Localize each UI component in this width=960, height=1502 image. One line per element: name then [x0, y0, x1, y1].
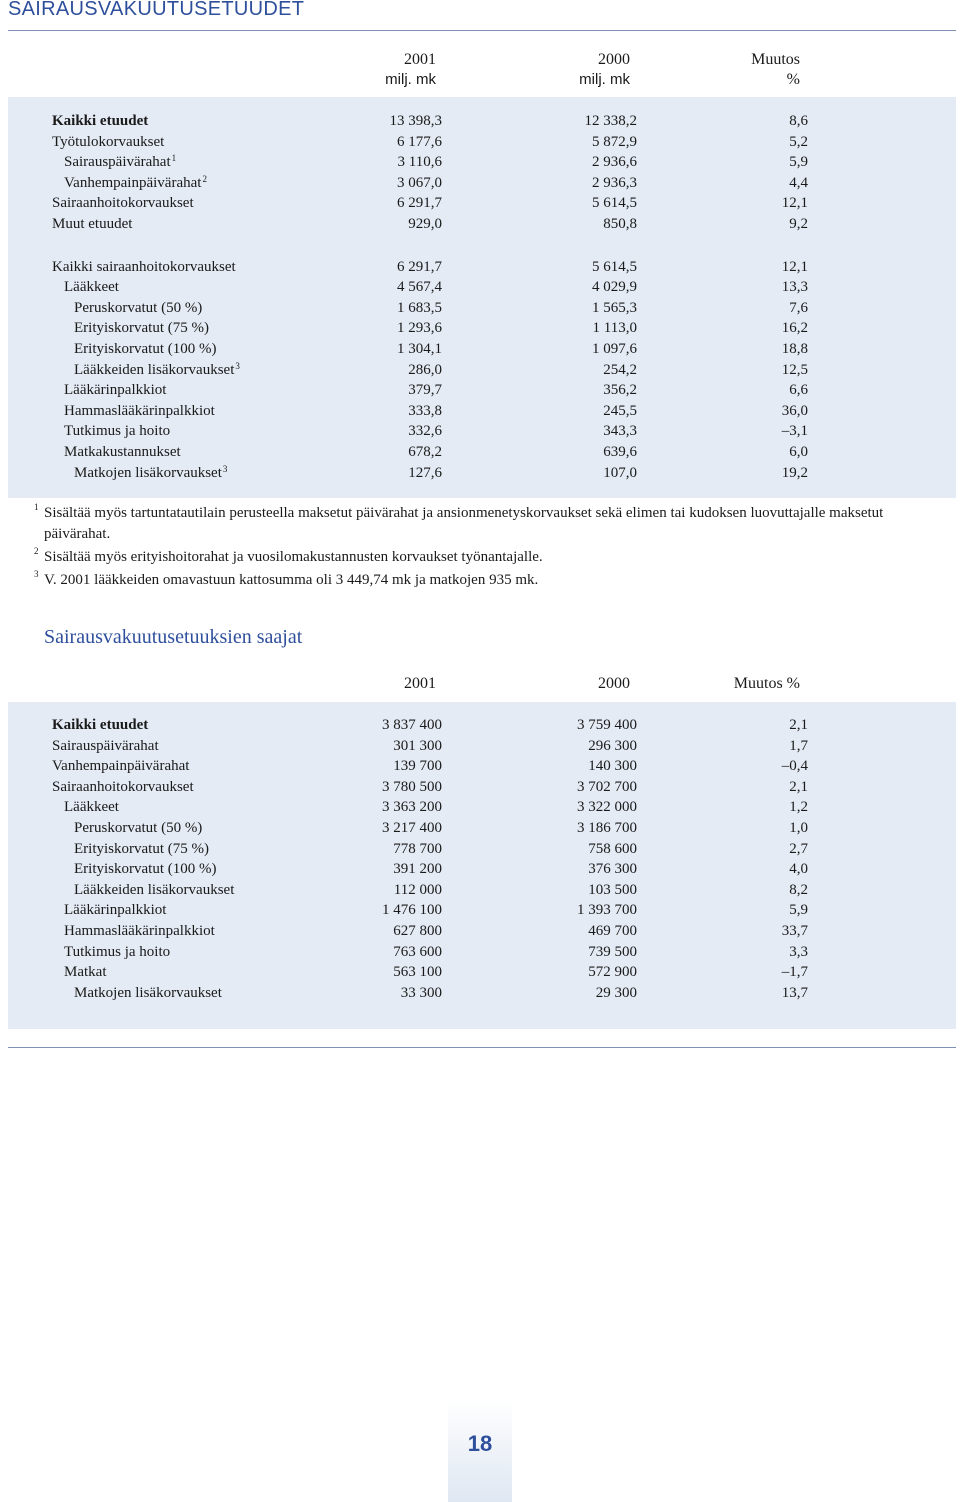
- table-row: [52, 859, 808, 879]
- cell-v3: 12,1: [781, 195, 808, 212]
- cell-v2: 758 600: [588, 840, 637, 857]
- cell-v3: 6,6: [789, 382, 808, 399]
- cell-v2: 2 936,3: [592, 174, 637, 191]
- cell-v2: 469 700: [588, 923, 637, 939]
- row-label: [52, 756, 189, 776]
- cell-v2: 4 029,9: [592, 279, 637, 296]
- cell-v1: 391 200: [393, 861, 442, 878]
- row-label: [74, 839, 209, 859]
- bottom-rule: [8, 1047, 956, 1048]
- table-row: [52, 111, 808, 131]
- cell-v1: 563 100: [393, 964, 442, 981]
- cell-v2: 3 702 700: [577, 778, 637, 795]
- cell-v1: 332,6: [408, 423, 442, 440]
- cell-v1: 3 217 400: [382, 820, 442, 836]
- row-label: [64, 797, 119, 817]
- cell-v1: 379,7: [408, 382, 442, 399]
- row-label-text: Hammaslääkärinpalkkiot: [64, 402, 215, 419]
- cell-v1: 1 683,5: [397, 299, 442, 316]
- row-label: [64, 173, 207, 193]
- table-row: [52, 132, 808, 152]
- cell-v3: 6,0: [789, 444, 808, 460]
- cell-v1: 3 067,0: [397, 174, 442, 191]
- row-label-text: Lääkkeiden lisäkorvaukset: [74, 881, 235, 898]
- cell-v2: 296 300: [588, 737, 637, 754]
- cell-v3: 13,7: [781, 984, 808, 1001]
- t1-col2-year: 2000: [598, 51, 630, 68]
- cell-v2: 29 300: [595, 984, 637, 1001]
- footnote-ref: 1: [171, 153, 177, 164]
- table-row: [52, 818, 808, 838]
- row-label-text: Tutkimus ja hoito: [64, 423, 171, 440]
- row-label-text: Sairaanhoitokorvaukset: [52, 778, 194, 795]
- cell-v3: –0,4: [781, 758, 808, 775]
- row-label: [52, 193, 194, 213]
- cell-v1: 33 300: [400, 984, 442, 1001]
- cell-v3: 2,1: [789, 717, 808, 733]
- footnote-text: V. 2001 lääkkeiden omavastuun kattosumma oli 3 449,74 mk ja matkojen 935 mk.: [44, 572, 539, 588]
- cell-v2: 376 300: [588, 861, 637, 878]
- table-row: [52, 962, 808, 982]
- t1-col2-unit: milj. mk: [579, 71, 630, 88]
- cell-v2: 107,0: [603, 464, 637, 481]
- table2-panel: [8, 702, 956, 1029]
- cell-v1: 3 780 500: [382, 778, 442, 795]
- cell-v3: 12,1: [781, 258, 808, 275]
- row-label: [64, 152, 176, 172]
- row-label: [52, 736, 159, 756]
- table-row: [52, 777, 808, 797]
- table-row: [52, 983, 808, 1003]
- row-label-text: Matkojen lisäkorvaukset: [74, 984, 222, 1001]
- cell-v3: 1,0: [789, 820, 808, 836]
- table-row: [52, 401, 808, 421]
- table-row: [52, 900, 808, 920]
- table-row: [52, 463, 808, 483]
- row-label: [52, 132, 164, 152]
- row-label-text: Hammaslääkärinpalkkiot: [64, 923, 215, 939]
- cell-v2: 739 500: [588, 943, 637, 960]
- cell-v2: 639,6: [603, 444, 637, 460]
- row-label-text: Lääkkeiden lisäkorvaukset: [74, 361, 235, 378]
- row-label-text: Lääkkeet: [64, 279, 119, 296]
- row-label: [64, 442, 181, 462]
- footnotes: [34, 502, 944, 591]
- row-label: [74, 859, 216, 879]
- cell-v2: 5 614,5: [592, 258, 637, 275]
- cell-v3: 7,6: [789, 299, 808, 316]
- cell-v1: 286,0: [408, 361, 442, 378]
- row-label: [74, 318, 209, 338]
- cell-v1: 301 300: [393, 737, 442, 754]
- cell-v3: 9,2: [789, 216, 808, 232]
- row-label: [74, 983, 222, 1003]
- cell-v1: 763 600: [393, 943, 442, 960]
- row-label: [64, 900, 166, 920]
- cell-v3: 18,8: [781, 341, 808, 357]
- cell-v2: 1 393 700: [577, 902, 637, 919]
- row-label-text: Erityiskorvatut (75 %): [74, 320, 209, 337]
- cell-v3: 8,2: [789, 881, 808, 898]
- row-label: [74, 463, 227, 483]
- cell-v3: 1,7: [789, 737, 808, 754]
- row-label: [64, 942, 170, 962]
- table-row: [52, 921, 808, 941]
- title-rule: [8, 30, 956, 31]
- cell-v1: 929,0: [408, 216, 442, 232]
- row-label-text: Vanhempainpäivärahat: [52, 758, 190, 775]
- section-title: Sairausvakuutusetuuksien saajat: [44, 626, 303, 648]
- footnote-ref: 3: [235, 360, 240, 371]
- footnote-1: [34, 502, 944, 545]
- footnote-number: 3: [34, 569, 39, 579]
- row-label: [52, 111, 148, 131]
- cell-v3: 12,5: [781, 361, 808, 378]
- t2-col2-header: 2000: [598, 675, 630, 692]
- cell-v1: 6 177,6: [397, 133, 442, 150]
- cell-v3: 4,0: [789, 861, 808, 878]
- cell-v2: 5 614,5: [592, 195, 637, 212]
- cell-v2: 5 872,9: [592, 133, 637, 150]
- cell-v1: 3 837 400: [382, 717, 442, 733]
- cell-v3: 33,7: [781, 923, 808, 939]
- footnote-2: [34, 546, 944, 568]
- table1-panel: [8, 97, 956, 498]
- cell-v3: 16,2: [781, 320, 808, 337]
- cell-v2: 1 113,0: [592, 320, 637, 337]
- row-label-text: Sairaanhoitokorvaukset: [52, 195, 194, 212]
- cell-v1: 678,2: [408, 444, 442, 460]
- row-label: [52, 214, 132, 234]
- row-label: [64, 921, 215, 941]
- row-label: [74, 360, 240, 380]
- row-label: [74, 880, 234, 900]
- row-label-text: Kaikki etuudet: [52, 113, 149, 129]
- cell-v1: 139 700: [393, 758, 442, 775]
- cell-v1: 13 398,3: [389, 113, 442, 129]
- cell-v3: –3,1: [781, 423, 808, 440]
- footnote-number: 2: [34, 546, 39, 556]
- page-title: SAIRAUSVAKUUTUSETUUDET: [8, 0, 305, 20]
- cell-v2: 3 759 400: [577, 717, 637, 733]
- cell-v2: 1 565,3: [592, 299, 637, 316]
- page-number-box: [448, 1398, 512, 1502]
- table-row: [52, 839, 808, 859]
- cell-v3: 13,3: [781, 279, 808, 296]
- footnote-number: 1: [34, 502, 39, 512]
- cell-v1: 778 700: [393, 840, 442, 857]
- table-row: [52, 380, 808, 400]
- table-row: [52, 360, 808, 380]
- cell-v2: 12 338,2: [584, 113, 637, 129]
- cell-v1: 4 567,4: [397, 279, 442, 296]
- table-row: [52, 736, 808, 756]
- cell-v3: 1,2: [789, 799, 808, 816]
- footnote-ref: 2: [202, 173, 207, 184]
- row-label-text: Työtulokorvaukset: [52, 133, 165, 150]
- table-row: [52, 277, 808, 297]
- footnote-text: Sisältää myös tartuntatautilain perusteella maksetut päivärahat ja ansionmenetyskorvaukset sekä elimen tai kudoksen luovuttajalle maksetut päivärahat.: [44, 505, 884, 542]
- cell-v3: –1,7: [781, 964, 808, 981]
- row-label: [52, 715, 148, 735]
- cell-v3: 2,7: [789, 840, 808, 857]
- table-row: [52, 797, 808, 817]
- cell-v3: 5,2: [789, 133, 808, 150]
- table-row: [52, 715, 808, 735]
- row-label-text: Erityiskorvatut (100 %): [74, 341, 217, 357]
- row-label-text: Vanhempainpäivärahat: [64, 174, 202, 191]
- table-row: [52, 214, 808, 234]
- cell-v1: 6 291,7: [397, 195, 442, 212]
- row-label: [52, 777, 194, 797]
- cell-v2: 254,2: [603, 361, 637, 378]
- row-label: [74, 339, 216, 359]
- row-label-text: Erityiskorvatut (75 %): [74, 840, 209, 857]
- cell-v2: 1 097,6: [592, 341, 637, 357]
- cell-v1: 627 800: [393, 923, 442, 939]
- row-label-text: Lääkkeet: [64, 799, 119, 816]
- cell-v2: 356,2: [603, 382, 637, 399]
- table-row: [52, 880, 808, 900]
- cell-v1: 3 363 200: [382, 799, 442, 816]
- t1-col1-unit: milj. mk: [385, 71, 436, 88]
- row-label-text: Erityiskorvatut (100 %): [74, 861, 217, 878]
- table-row: [52, 442, 808, 462]
- row-label: [74, 818, 202, 838]
- cell-v3: 5,9: [789, 154, 808, 171]
- table-row: [52, 339, 808, 359]
- row-label: [64, 421, 170, 441]
- row-label-text: Lääkärinpalkkiot: [64, 902, 167, 919]
- row-label-text: Peruskorvatut (50 %): [74, 820, 203, 836]
- cell-v2: 343,3: [603, 423, 637, 440]
- row-label-text: Lääkärinpalkkiot: [64, 382, 167, 399]
- cell-v2: 850,8: [603, 216, 637, 232]
- t1-col3-label: Muutos: [751, 51, 800, 68]
- cell-v3: 19,2: [781, 464, 808, 481]
- cell-v1: 333,8: [408, 402, 442, 419]
- cell-v2: 2 936,6: [592, 154, 637, 171]
- cell-v3: 36,0: [781, 402, 808, 419]
- cell-v3: 3,3: [789, 943, 808, 960]
- row-label: [74, 298, 202, 318]
- cell-v2: 3 322 000: [577, 799, 637, 816]
- table-row: [52, 942, 808, 962]
- cell-v2: 140 300: [588, 758, 637, 775]
- cell-v1: 112 000: [393, 881, 442, 898]
- footnote-text: Sisältää myös erityishoitorahat ja vuosilomakustannusten korvaukset työnantajalle.: [44, 549, 543, 565]
- cell-v3: 8,6: [789, 113, 808, 129]
- row-label-text: Matkakustannukset: [64, 444, 181, 460]
- t1-col1-year: 2001: [404, 51, 436, 68]
- cell-v2: 245,5: [603, 402, 637, 419]
- cell-v2: 103 500: [588, 881, 637, 898]
- cell-v2: 3 186 700: [577, 820, 637, 836]
- row-label-text: Sairauspäivärahat: [64, 154, 171, 171]
- row-label-text: Kaikki etuudet: [52, 717, 149, 733]
- row-label: [64, 277, 119, 297]
- table-row: [52, 318, 808, 338]
- table-row: [52, 421, 808, 441]
- footnote-ref: 3: [222, 463, 228, 474]
- table-row: [52, 298, 808, 318]
- cell-v1: 1 304,1: [397, 341, 442, 357]
- row-label: [64, 401, 215, 421]
- page-number: 18: [467, 1431, 493, 1456]
- cell-v1: 127,6: [408, 464, 442, 481]
- row-label-text: Matkojen lisäkorvaukset: [74, 464, 222, 481]
- cell-v3: 4,4: [789, 174, 808, 191]
- row-label: [52, 257, 236, 277]
- row-label: [64, 962, 107, 982]
- table-row: [52, 173, 808, 193]
- cell-v2: 572 900: [588, 964, 637, 981]
- row-label: [64, 380, 166, 400]
- cell-v3: 2,1: [789, 778, 808, 795]
- row-label-text: Tutkimus ja hoito: [64, 943, 171, 960]
- table-row: [52, 193, 808, 213]
- cell-v1: 6 291,7: [397, 258, 442, 275]
- footnote-3: [34, 569, 944, 591]
- table-row: [52, 756, 808, 776]
- table-row: [52, 152, 808, 172]
- cell-v1: 3 110,6: [397, 154, 442, 171]
- t2-col1-header: 2001: [404, 675, 436, 692]
- row-label-text: Peruskorvatut (50 %): [74, 299, 203, 316]
- table-row: [52, 257, 808, 277]
- row-label-text: Muut etuudet: [52, 216, 133, 232]
- cell-v3: 5,9: [789, 902, 808, 919]
- t1-col3-unit: %: [786, 71, 800, 88]
- row-label-text: Kaikki sairaanhoitokorvaukset: [52, 258, 236, 275]
- row-label-text: Matkat: [64, 964, 107, 981]
- row-label-text: Sairauspäivärahat: [52, 737, 159, 754]
- t2-col3-header: Muutos %: [733, 675, 800, 692]
- cell-v1: 1 476 100: [382, 902, 442, 919]
- cell-v1: 1 293,6: [397, 320, 442, 337]
